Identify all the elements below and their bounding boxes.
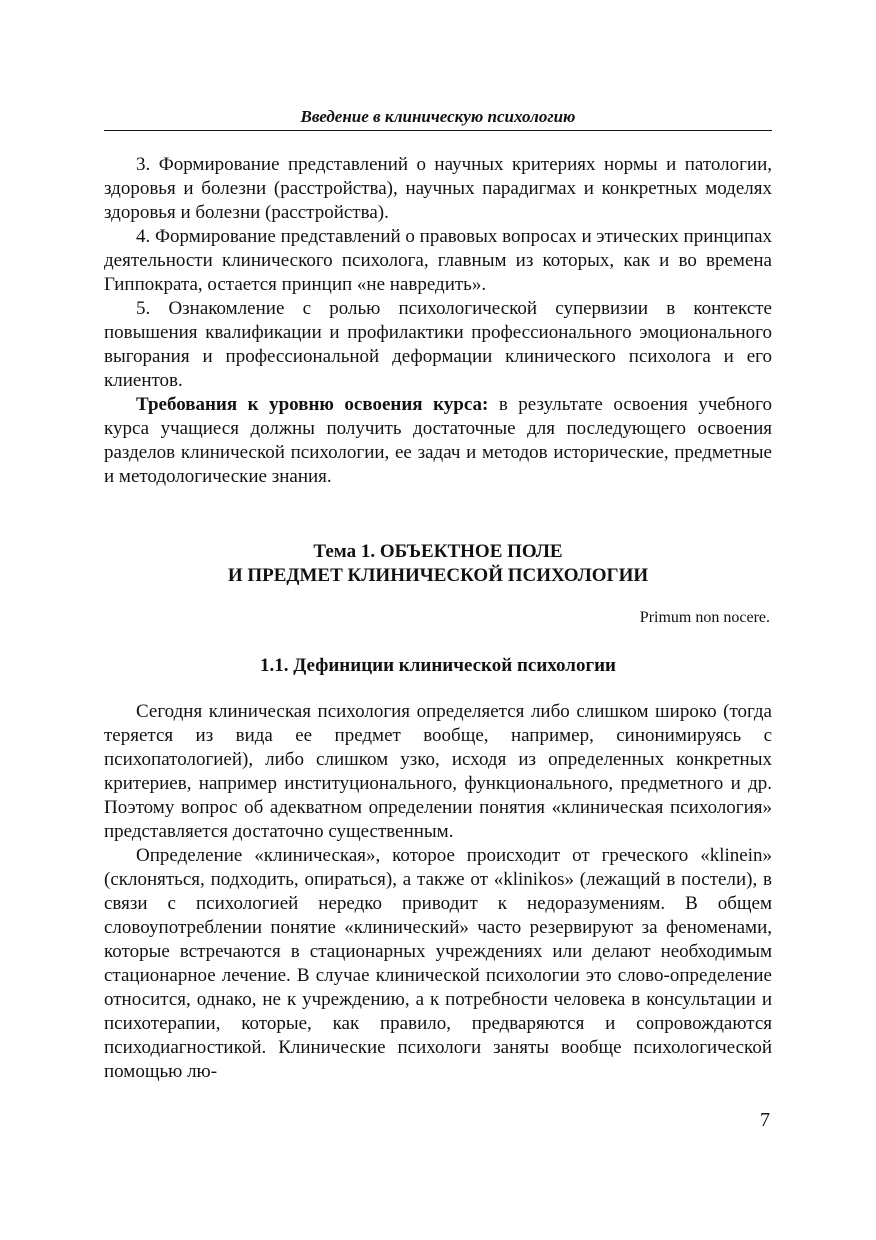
intro-list xyxy=(104,153,772,489)
intro-item-5: 5. Ознакомление с ролью психологической супервизии в контексте повышения квалификации и профилактики профессионального эмоционального выгорания и профессиональной деформации клинического психолога и его клиентов. xyxy=(104,298,772,391)
topic-heading-line-1: Тема 1. ОБЪЕКТНОЕ ПОЛЕ xyxy=(313,541,563,562)
page-number: 7 xyxy=(760,1109,770,1131)
header-rule xyxy=(104,130,772,131)
body-paragraph-1: Сегодня клиническая психология определяется либо слишком широко (тогда теряется из вида ее предмет вообще, например, синонимируясь с психопатологией), либо слишком узко, исходя из определенных конкретных критериев, например институционального, функционального, предметного и др. Поэтому вопрос об адекватном определении понятия «клиническая психология» представляется достаточно существенным. xyxy=(104,701,772,842)
intro-item-4: 4. Формирование представлений о правовых вопросах и этических принципах деятельности клинического психолога, главным из которых, как и во времена Гиппократа, остается принцип «не навредить». xyxy=(104,226,772,295)
running-head: Введение в клиническую психологию xyxy=(300,107,576,126)
topic-heading-line-2: И ПРЕДМЕТ КЛИНИЧЕСКОЙ ПСИХОЛОГИИ xyxy=(227,565,649,586)
section-body xyxy=(104,700,772,1084)
requirements-text: в результате освоения учебного курса учащиеся должны получить достаточные для последующего освоения разделов клинической психологии, ее задач и методов исторические, предметные и методологические знания. xyxy=(104,394,772,487)
body-paragraph-2: Определение «клиническая», которое происходит от греческого «klinein» (склоняться, подходить, опираться), а также от «klinikos» (лежащий в постели), в связи с психологией нередко приводит к недоразумениям. В общем словоупотреблении понятие «клинический» часто резервируют за феноменами, которые встречаются в стационарных учреждениях или делают необходимым стационарное лечение. В случае клинической психологии это слово-определение относится, однако, не к учреждению, а к потребности человека в консультации и психотерапии, которые, как правило, предваряются и сопровождаются психодиагностикой. Клинические психологи заняты вообще психологической помощью лю- xyxy=(104,845,772,1082)
requirements-paragraph xyxy=(104,393,772,489)
epigraph: Primum non nocere. xyxy=(639,609,770,626)
topic-heading xyxy=(104,540,772,588)
intro-item-3: 3. Формирование представлений о научных критериях нормы и патологии, здоровья и болезни (расстройства), научных парадигмах и конкретных моделях здоровья и болезни (расстройства). xyxy=(104,154,772,223)
requirements-label: Требования к уровню освоения курса: xyxy=(136,394,489,415)
section-title: 1.1. Дефиниции клинической психологии xyxy=(260,655,616,676)
